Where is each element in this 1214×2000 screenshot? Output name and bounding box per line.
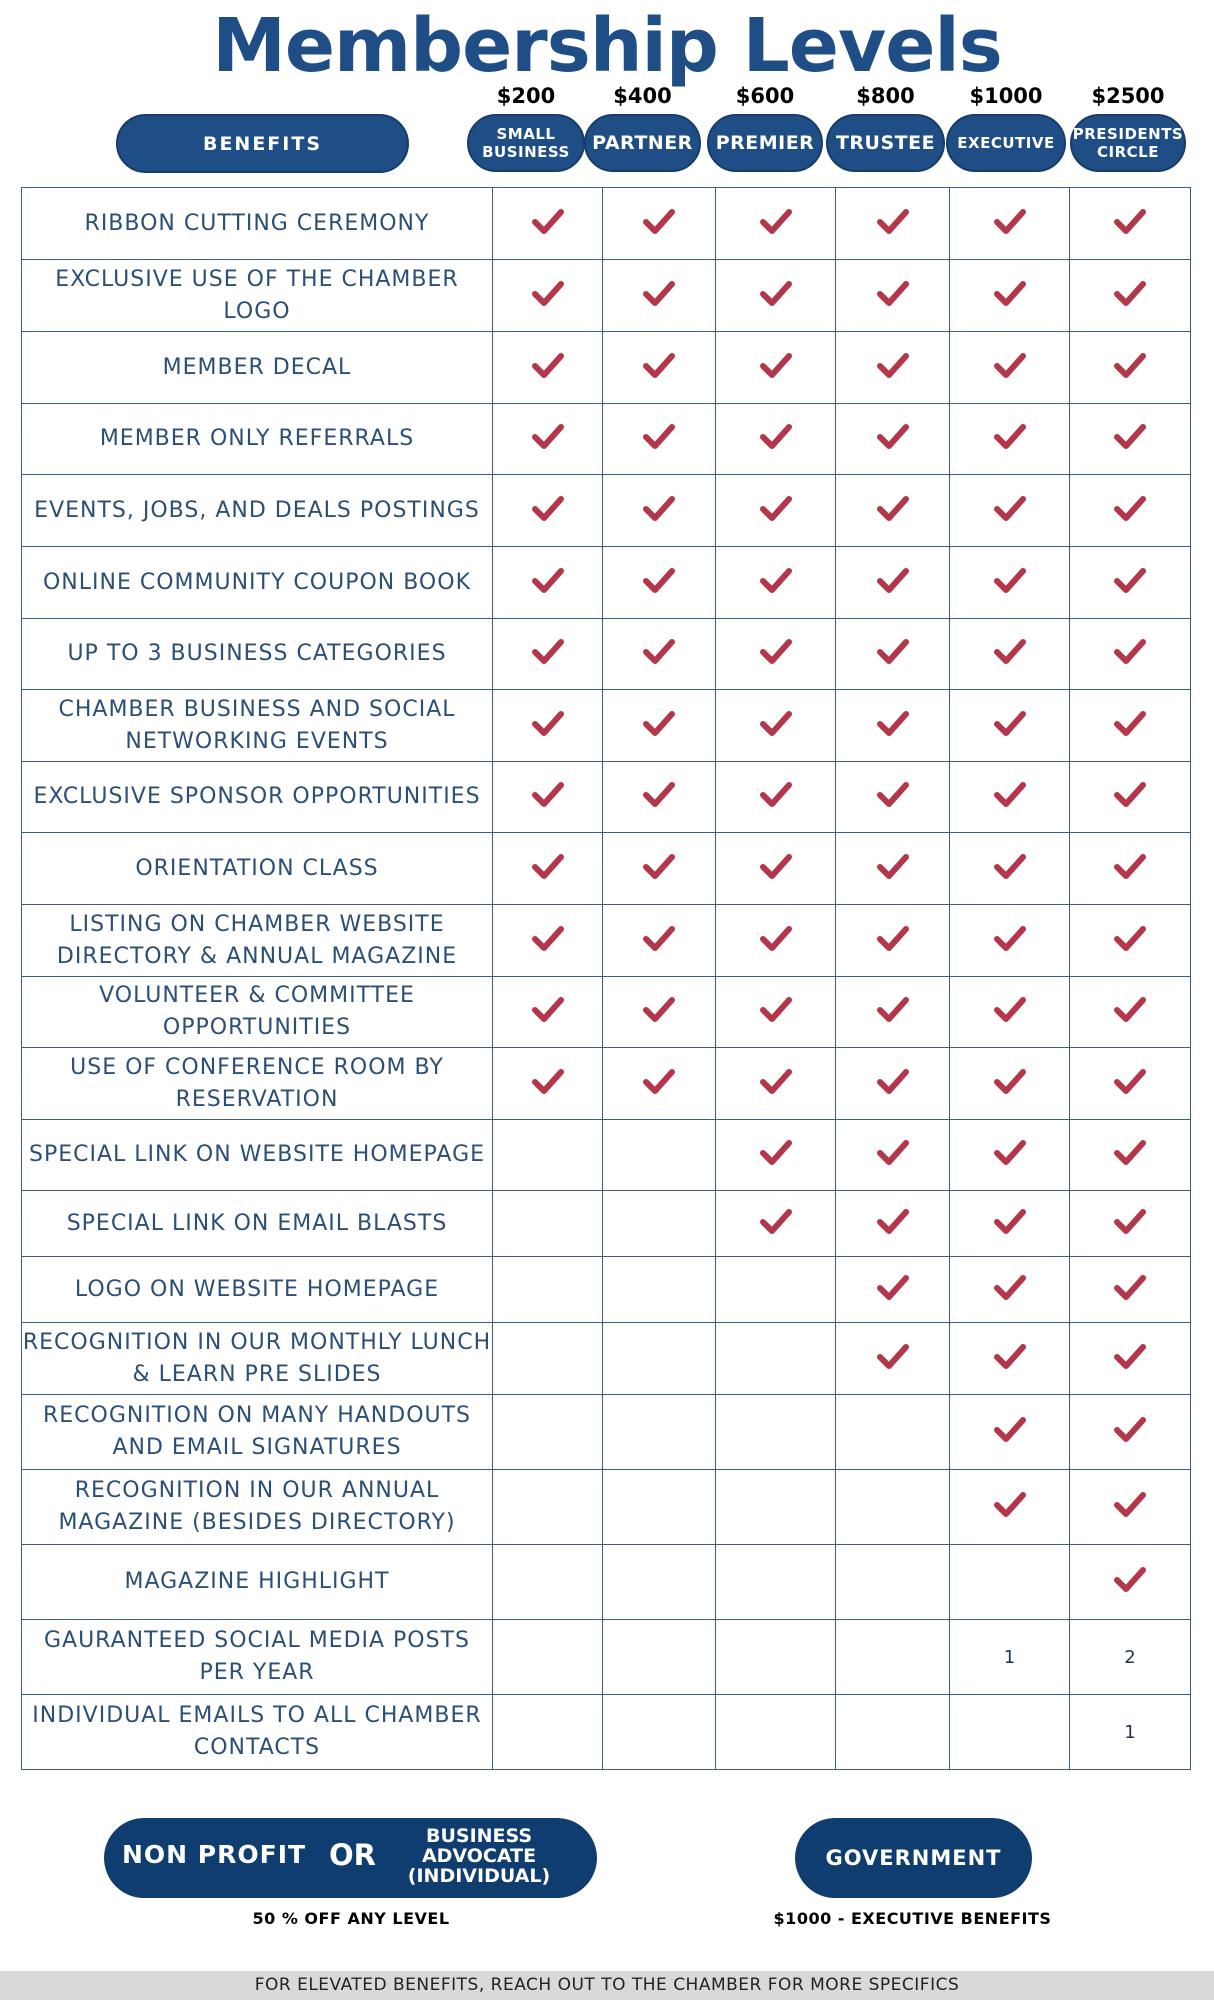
table-row — [22, 833, 1191, 905]
check-icon — [993, 1207, 1027, 1237]
check-icon — [531, 1067, 565, 1097]
tier-cell — [1070, 404, 1191, 475]
tier-cell — [603, 977, 716, 1048]
tier-cell — [1070, 332, 1191, 404]
tier-price: $2500 — [1091, 84, 1165, 108]
tier-cell — [716, 1695, 836, 1770]
table-row — [22, 404, 1191, 475]
check-icon — [759, 780, 793, 810]
benefit-label: SPECIAL LINK ON EMAIL BLASTS — [22, 1191, 493, 1257]
check-icon — [642, 494, 676, 524]
tier-cell — [950, 188, 1070, 260]
check-icon — [876, 637, 910, 667]
check-icon — [993, 351, 1027, 381]
tier-cell — [716, 905, 836, 977]
benefit-label: ONLINE COMMUNITY COUPON BOOK — [22, 547, 493, 619]
tier-cell — [493, 1191, 603, 1257]
tier-price: $600 — [735, 84, 795, 108]
tier-cell — [493, 1620, 603, 1695]
check-icon — [759, 995, 793, 1025]
tier-cell — [716, 1545, 836, 1620]
tier-cell — [950, 260, 1070, 332]
tier-cell — [836, 1695, 950, 1770]
benefit-label: EXCLUSIVE USE OF THE CHAMBER LOGO — [22, 260, 493, 332]
tier-cell — [950, 905, 1070, 977]
tier-cell — [950, 1120, 1070, 1191]
tier-count: 2 — [1124, 1646, 1136, 1668]
check-icon — [993, 780, 1027, 810]
tier-cell — [716, 1120, 836, 1191]
check-icon — [531, 422, 565, 452]
check-icon — [993, 1273, 1027, 1303]
check-icon — [531, 780, 565, 810]
nonprofit-label: NON PROFIT — [122, 1840, 307, 1869]
check-icon — [876, 852, 910, 882]
tier-cell — [493, 1048, 603, 1120]
benefit-label: EVENTS, JOBS, AND DEALS POSTINGS — [22, 475, 493, 547]
nonprofit-pill — [104, 1818, 597, 1898]
tier-cell — [603, 1323, 716, 1395]
benefit-label: MEMBER ONLY REFERRALS — [22, 404, 493, 475]
tier-cell — [836, 762, 950, 833]
tier-cell — [950, 1620, 1070, 1695]
check-icon — [1113, 1490, 1147, 1520]
tier-cell — [950, 1470, 1070, 1545]
tier-cell — [716, 690, 836, 762]
tier-cell — [716, 547, 836, 619]
check-icon — [876, 566, 910, 596]
check-icon — [759, 1138, 793, 1168]
tier-cell — [836, 690, 950, 762]
tier-cell — [950, 404, 1070, 475]
tier-cell — [836, 404, 950, 475]
check-icon — [642, 279, 676, 309]
business-advocate-label: BUSINESS ADVOCATE (INDIVIDUAL) — [407, 1825, 551, 1887]
government-note: $1000 - EXECUTIVE BENEFITS — [773, 1909, 1052, 1928]
check-icon — [876, 780, 910, 810]
tier-cell — [716, 332, 836, 404]
tier-cell — [493, 690, 603, 762]
tier-cell — [1070, 260, 1191, 332]
check-icon — [759, 1067, 793, 1097]
tier-cell — [716, 1323, 836, 1395]
tier-cell — [716, 762, 836, 833]
tier-cell — [1070, 619, 1191, 690]
tier-cell — [1070, 833, 1191, 905]
tier-cell — [493, 1545, 603, 1620]
check-icon — [642, 207, 676, 237]
check-icon — [531, 566, 565, 596]
check-icon — [759, 422, 793, 452]
check-icon — [876, 1067, 910, 1097]
table-row — [22, 1395, 1191, 1470]
tier-cell — [603, 332, 716, 404]
check-icon — [1113, 566, 1147, 596]
tier-cell — [603, 1470, 716, 1545]
check-icon — [876, 494, 910, 524]
tier-cell — [836, 1545, 950, 1620]
tier-cell — [603, 1395, 716, 1470]
tier-cell — [716, 475, 836, 547]
tier-cell — [603, 1545, 716, 1620]
benefit-label: RECOGNITION IN OUR MONTHLY LUNCH & LEARN PRE SLIDES — [22, 1323, 493, 1395]
tier-cell — [836, 1323, 950, 1395]
check-icon — [759, 924, 793, 954]
benefit-label: RECOGNITION ON MANY HANDOUTS AND EMAIL SIGNATURES — [22, 1395, 493, 1470]
benefit-label: ORIENTATION CLASS — [22, 833, 493, 905]
check-icon — [642, 924, 676, 954]
tier-cell — [493, 332, 603, 404]
check-icon — [759, 709, 793, 739]
tier-cell — [950, 1695, 1070, 1770]
tier-cell — [603, 690, 716, 762]
check-icon — [1113, 924, 1147, 954]
tier-cell — [603, 188, 716, 260]
tier-cell — [950, 762, 1070, 833]
tier-cell — [603, 1120, 716, 1191]
check-icon — [1113, 207, 1147, 237]
tier-cell — [716, 977, 836, 1048]
check-icon — [993, 1342, 1027, 1372]
tier-cell — [603, 1620, 716, 1695]
tier-cell — [493, 619, 603, 690]
check-icon — [993, 924, 1027, 954]
tier-cell — [1070, 1191, 1191, 1257]
table-row — [22, 690, 1191, 762]
benefit-label: CHAMBER BUSINESS AND SOCIAL NETWORKING EVENTS — [22, 690, 493, 762]
tier-cell — [603, 475, 716, 547]
check-icon — [759, 637, 793, 667]
benefit-label: RIBBON CUTTING CEREMONY — [22, 188, 493, 260]
check-icon — [993, 1415, 1027, 1445]
check-icon — [1113, 1565, 1147, 1595]
check-icon — [993, 1490, 1027, 1520]
tier-count: 1 — [1003, 1646, 1016, 1668]
table-row — [22, 619, 1191, 690]
table-row — [22, 1470, 1191, 1545]
tier-cell — [836, 1048, 950, 1120]
table-row — [22, 332, 1191, 404]
check-icon — [876, 924, 910, 954]
tier-cell — [716, 1191, 836, 1257]
check-icon — [1113, 1273, 1147, 1303]
tier-cell — [493, 1470, 603, 1545]
check-icon — [1113, 995, 1147, 1025]
check-icon — [993, 422, 1027, 452]
tier-price: $1000 — [969, 84, 1043, 108]
check-icon — [642, 422, 676, 452]
tier-cell — [836, 188, 950, 260]
check-icon — [1113, 852, 1147, 882]
or-label: OR — [329, 1838, 376, 1872]
check-icon — [1113, 1207, 1147, 1237]
tier-cell — [1070, 977, 1191, 1048]
check-icon — [1113, 1342, 1147, 1372]
page-title: Membership Levels — [212, 3, 1002, 89]
check-icon — [1113, 279, 1147, 309]
tier-cell — [836, 1257, 950, 1323]
benefit-label: VOLUNTEER & COMMITTEE OPPORTUNITIES — [22, 977, 493, 1048]
check-icon — [759, 351, 793, 381]
tier-cell — [1070, 1470, 1191, 1545]
tier-cell — [603, 404, 716, 475]
check-icon — [531, 351, 565, 381]
check-icon — [531, 279, 565, 309]
tier-cell — [603, 833, 716, 905]
tier-cell — [493, 905, 603, 977]
tier-cell — [1070, 1395, 1191, 1470]
tier-cell — [603, 619, 716, 690]
check-icon — [993, 1067, 1027, 1097]
check-icon — [642, 780, 676, 810]
check-icon — [1113, 780, 1147, 810]
tier-cell — [1070, 547, 1191, 619]
tier-cell — [1070, 1048, 1191, 1120]
check-icon — [531, 852, 565, 882]
check-icon — [993, 494, 1027, 524]
tier-cell — [493, 260, 603, 332]
tier-price: $200 — [496, 84, 556, 108]
check-icon — [759, 566, 793, 596]
tier-cell — [836, 1470, 950, 1545]
tier-cell — [493, 475, 603, 547]
tier-price: $800 — [856, 84, 915, 108]
tier-cell — [1070, 188, 1191, 260]
check-icon — [1113, 422, 1147, 452]
check-icon — [876, 1342, 910, 1372]
table-row — [22, 1545, 1191, 1620]
tier-cell — [716, 1620, 836, 1695]
check-icon — [876, 1273, 910, 1303]
check-icon — [642, 637, 676, 667]
tier-cell — [603, 1695, 716, 1770]
tier-cell — [493, 188, 603, 260]
footer-banner: FOR ELEVATED BENEFITS, REACH OUT TO THE CHAMBER FOR MORE SPECIFICS — [0, 1971, 1214, 2000]
tier-cell — [716, 188, 836, 260]
table-row — [22, 260, 1191, 332]
check-icon — [1113, 709, 1147, 739]
benefit-label: UP TO 3 BUSINESS CATEGORIES — [22, 619, 493, 690]
tier-cell — [603, 547, 716, 619]
table-row — [22, 188, 1191, 260]
benefits-header-pill: BENEFITS — [116, 114, 409, 173]
benefit-label: LOGO ON WEBSITE HOMEPAGE — [22, 1257, 493, 1323]
check-icon — [876, 207, 910, 237]
benefit-label: LISTING ON CHAMBER WEBSITE DIRECTORY & ANNUAL MAGAZINE — [22, 905, 493, 977]
check-icon — [876, 1138, 910, 1168]
check-icon — [642, 566, 676, 596]
check-icon — [993, 1138, 1027, 1168]
tier-cell — [1070, 1695, 1191, 1770]
tier-cell — [1070, 762, 1191, 833]
tier-cell — [603, 1048, 716, 1120]
tier-cell — [950, 690, 1070, 762]
check-icon — [531, 494, 565, 524]
tier-pill: PARTNER — [584, 114, 701, 172]
tier-cell — [1070, 1257, 1191, 1323]
check-icon — [876, 279, 910, 309]
tier-pill: SMALL BUSINESS — [467, 114, 585, 172]
tier-cell — [1070, 690, 1191, 762]
tier-cell — [1070, 1120, 1191, 1191]
table-row — [22, 762, 1191, 833]
tier-cell — [493, 1695, 603, 1770]
tier-cell — [950, 332, 1070, 404]
tier-cell — [493, 1257, 603, 1323]
check-icon — [642, 709, 676, 739]
tier-cell — [1070, 1620, 1191, 1695]
tier-cell — [603, 260, 716, 332]
tier-cell — [950, 475, 1070, 547]
tier-cell — [493, 833, 603, 905]
check-icon — [642, 995, 676, 1025]
tier-cell — [716, 1470, 836, 1545]
tier-cell — [950, 1395, 1070, 1470]
tier-cell — [716, 619, 836, 690]
tier-pill: TRUSTEE — [826, 114, 945, 172]
benefit-label: GAURANTEED SOCIAL MEDIA POSTS PER YEAR — [22, 1620, 493, 1695]
table-row — [22, 1048, 1191, 1120]
tier-cell — [716, 260, 836, 332]
tier-count: 1 — [1124, 1721, 1136, 1743]
check-icon — [1113, 1067, 1147, 1097]
table-row — [22, 1620, 1191, 1695]
tier-cell — [836, 475, 950, 547]
benefit-label: SPECIAL LINK ON WEBSITE HOMEPAGE — [22, 1120, 493, 1191]
check-icon — [642, 852, 676, 882]
check-icon — [1113, 1415, 1147, 1445]
check-icon — [531, 924, 565, 954]
check-icon — [876, 351, 910, 381]
nonprofit-note: 50 % OFF ANY LEVEL — [252, 1909, 450, 1928]
tier-cell — [603, 1257, 716, 1323]
table-row — [22, 1257, 1191, 1323]
tier-cell — [950, 1545, 1070, 1620]
check-icon — [993, 852, 1027, 882]
check-icon — [759, 279, 793, 309]
check-icon — [993, 709, 1027, 739]
tier-cell — [603, 1191, 716, 1257]
check-icon — [1113, 351, 1147, 381]
tier-cell — [950, 1191, 1070, 1257]
check-icon — [531, 637, 565, 667]
check-icon — [1113, 494, 1147, 524]
benefit-label: MEMBER DECAL — [22, 332, 493, 404]
table-row — [22, 1120, 1191, 1191]
table-row — [22, 1191, 1191, 1257]
table-row — [22, 977, 1191, 1048]
tier-cell — [836, 1620, 950, 1695]
tier-cell — [493, 1395, 603, 1470]
tier-cell — [1070, 1545, 1191, 1620]
table-row — [22, 475, 1191, 547]
table-row — [22, 905, 1191, 977]
check-icon — [531, 709, 565, 739]
tier-cell — [716, 1048, 836, 1120]
tier-cell — [493, 762, 603, 833]
tier-cell — [950, 619, 1070, 690]
tier-cell — [836, 1120, 950, 1191]
check-icon — [1113, 637, 1147, 667]
tier-cell — [1070, 905, 1191, 977]
benefit-label: INDIVIDUAL EMAILS TO ALL CHAMBER CONTACTS — [22, 1695, 493, 1770]
benefit-label: EXCLUSIVE SPONSOR OPPORTUNITIES — [22, 762, 493, 833]
tier-cell — [836, 332, 950, 404]
tier-cell — [1070, 475, 1191, 547]
tier-cell — [950, 1257, 1070, 1323]
check-icon — [993, 279, 1027, 309]
benefit-label: MAGAZINE HIGHLIGHT — [22, 1545, 493, 1620]
tier-pill: PREMIER — [707, 114, 823, 172]
check-icon — [876, 995, 910, 1025]
tier-cell — [716, 1257, 836, 1323]
tier-cell — [493, 1120, 603, 1191]
tier-cell — [836, 547, 950, 619]
tier-cell — [836, 833, 950, 905]
check-icon — [993, 566, 1027, 596]
check-icon — [876, 709, 910, 739]
check-icon — [876, 1207, 910, 1237]
check-icon — [993, 207, 1027, 237]
tier-cell — [950, 547, 1070, 619]
table-row — [22, 1695, 1191, 1770]
tier-cell — [836, 260, 950, 332]
tier-cell — [836, 619, 950, 690]
tier-cell — [716, 1395, 836, 1470]
tier-cell — [603, 905, 716, 977]
check-icon — [1113, 1138, 1147, 1168]
check-icon — [759, 852, 793, 882]
check-icon — [531, 995, 565, 1025]
tier-cell — [836, 1191, 950, 1257]
tier-price: $400 — [613, 84, 672, 108]
tier-cell — [1070, 1323, 1191, 1395]
tier-cell — [950, 1323, 1070, 1395]
tier-pill: PRESIDENTS CIRCLE — [1070, 114, 1186, 172]
tier-cell — [950, 1048, 1070, 1120]
tier-cell — [493, 977, 603, 1048]
benefit-label: RECOGNITION IN OUR ANNUAL MAGAZINE (BESIDES DIRECTORY) — [22, 1470, 493, 1545]
check-icon — [993, 995, 1027, 1025]
tier-cell — [836, 1395, 950, 1470]
tier-pill: EXECUTIVE — [946, 114, 1066, 172]
tier-cell — [493, 404, 603, 475]
tier-cell — [950, 833, 1070, 905]
check-icon — [759, 1207, 793, 1237]
table-row — [22, 1323, 1191, 1395]
tier-cell — [836, 977, 950, 1048]
check-icon — [759, 494, 793, 524]
check-icon — [642, 1067, 676, 1097]
tier-cell — [716, 833, 836, 905]
tier-cell — [716, 404, 836, 475]
check-icon — [993, 637, 1027, 667]
check-icon — [759, 207, 793, 237]
tier-cell — [950, 977, 1070, 1048]
check-icon — [642, 351, 676, 381]
check-icon — [531, 207, 565, 237]
tier-cell — [493, 547, 603, 619]
tier-cell — [603, 762, 716, 833]
government-pill: GOVERNMENT — [795, 1818, 1032, 1898]
benefit-label: USE OF CONFERENCE ROOM BY RESERVATION — [22, 1048, 493, 1120]
check-icon — [876, 422, 910, 452]
table-row — [22, 547, 1191, 619]
benefits-table — [21, 187, 1191, 1770]
tier-cell — [493, 1323, 603, 1395]
tier-cell — [836, 905, 950, 977]
